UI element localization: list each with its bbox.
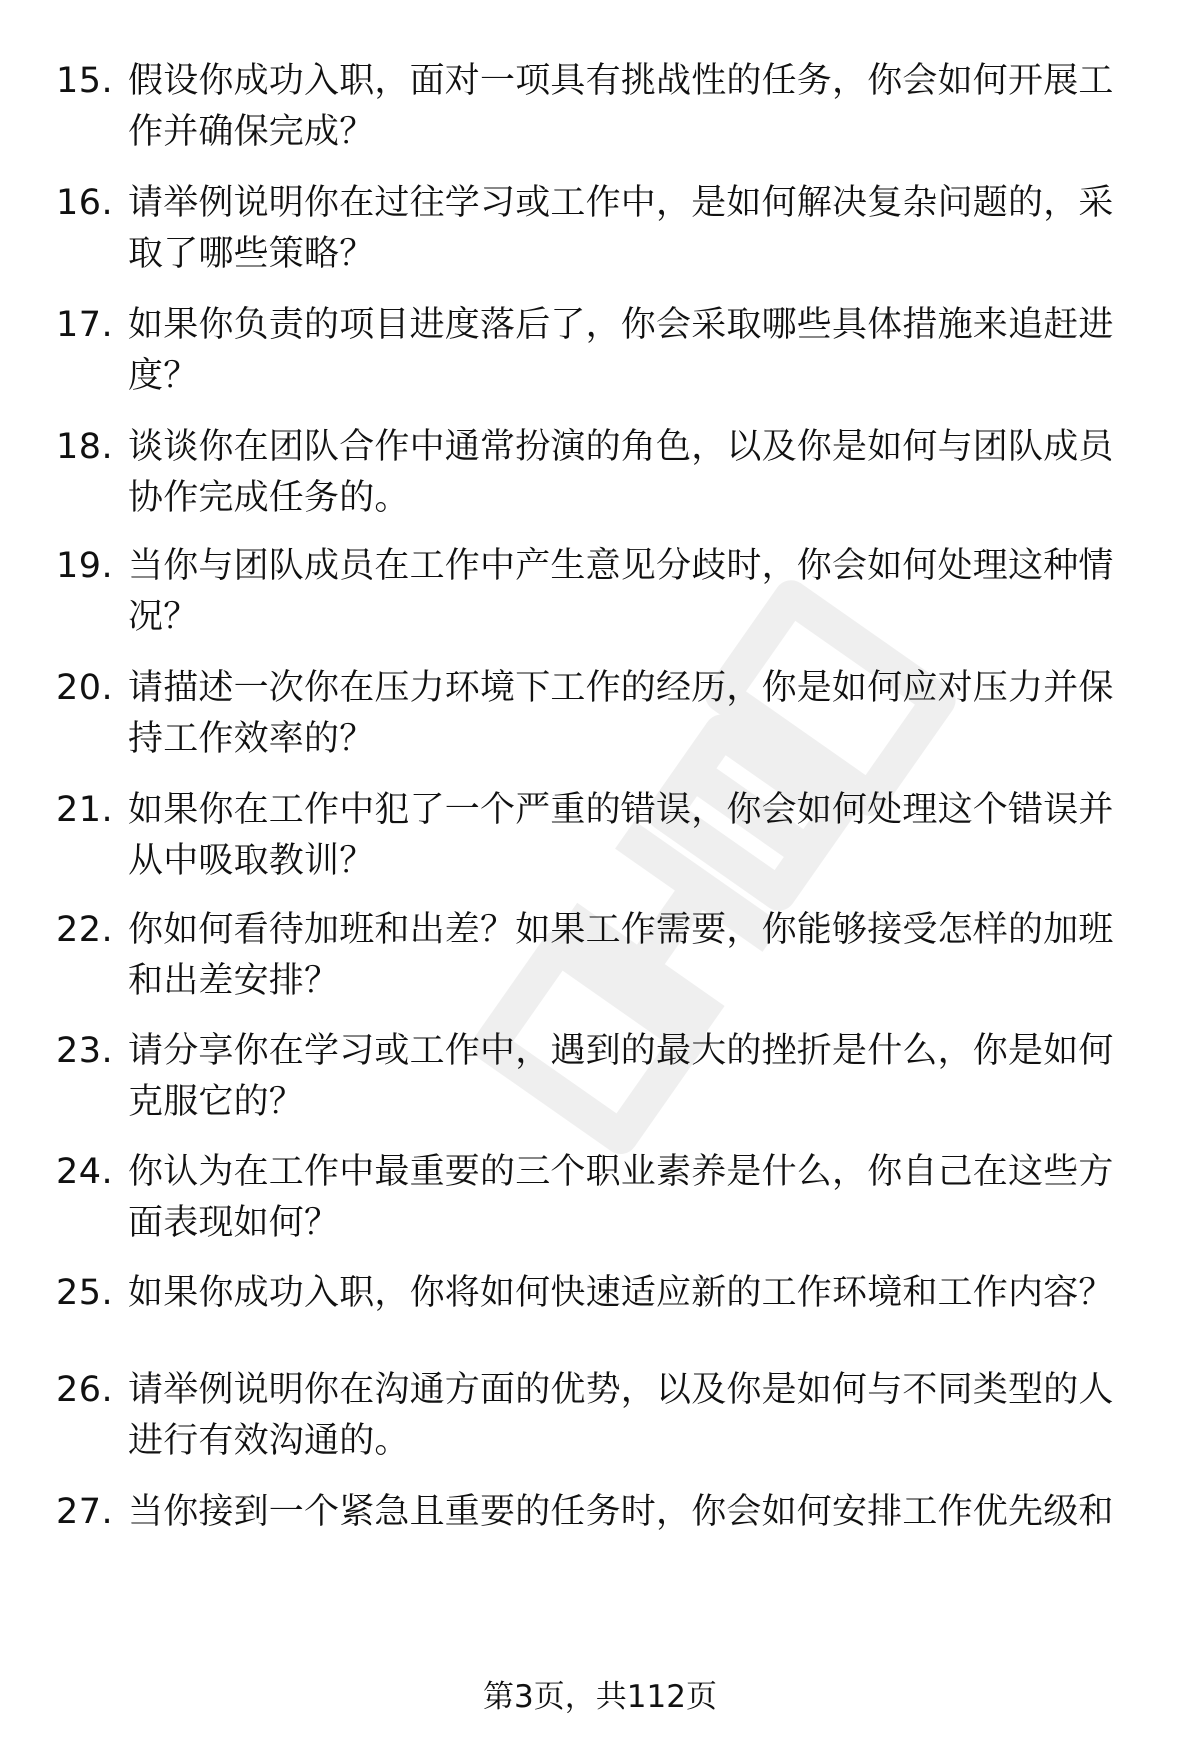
question-text-line: 谈谈你在团队合作中通常扮演的角色，以及你是如何与团队成员	[128, 427, 1114, 467]
question-text	[128, 422, 1138, 524]
question-text-line: 你如何看待加班和出差？如果工作需要，你能够接受怎样的加班	[128, 910, 1114, 950]
question-text-line: 和出差安排？	[128, 961, 340, 1001]
question-text	[128, 300, 1138, 402]
question-text-line: 如果你在工作中犯了一个严重的错误，你会如何处理这个错误并	[128, 790, 1114, 830]
question-text	[128, 1365, 1138, 1467]
question-text-line: 请举例说明你在过往学习或工作中，是如何解决复杂问题的，采	[128, 183, 1114, 223]
question-text-line: 度？	[128, 356, 199, 396]
question-text-line: 如果你成功入职，你将如何快速适应新的工作环境和工作内容？	[128, 1273, 1114, 1313]
question-text	[128, 905, 1138, 1007]
question-text	[128, 1268, 1138, 1319]
question-number: 24.	[56, 1152, 114, 1192]
question-number: 22.	[56, 910, 114, 950]
question-text-line: 如果你负责的项目进度落后了，你会采取哪些具体措施来追赶进	[128, 305, 1114, 345]
question-text-line: 你认为在工作中最重要的三个职业素养是什么，你自己在这些方	[128, 1152, 1114, 1192]
question-number: 17.	[56, 305, 114, 345]
question-text-line: 当你接到一个紧急且重要的任务时，你会如何安排工作优先级和	[128, 1492, 1114, 1532]
question-text-line: 面表现如何？	[128, 1203, 340, 1243]
question-text	[128, 1487, 1138, 1538]
question-text-line: 请描述一次你在压力环境下工作的经历，你是如何应对压力并保	[128, 668, 1114, 708]
question-text-line: 进行有效沟通的。	[128, 1421, 410, 1461]
question-text-line: 请分享你在学习或工作中，遇到的最大的挫折是什么，你是如何	[128, 1031, 1114, 1071]
question-number: 27.	[56, 1492, 114, 1532]
question-text-line: 作并确保完成？	[128, 112, 375, 152]
question-text-line: 假设你成功入职，面对一项具有挑战性的任务，你会如何开展工	[128, 61, 1114, 101]
question-text	[128, 541, 1138, 643]
question-text-line: 况？	[128, 597, 199, 637]
question-text-line: 克服它的？	[128, 1082, 305, 1122]
question-text	[128, 785, 1138, 887]
question-number: 19.	[56, 546, 114, 586]
question-text-line: 从中吸取教训？	[128, 841, 375, 881]
question-number: 20.	[56, 668, 114, 708]
question-text	[128, 178, 1138, 280]
question-text-line: 持工作效率的？	[128, 719, 375, 759]
question-number: 25.	[56, 1273, 114, 1313]
question-text-line: 协作完成任务的。	[128, 478, 410, 518]
question-text-line: 请举例说明你在沟通方面的优势，以及你是如何与不同类型的人	[128, 1370, 1114, 1410]
question-text	[128, 1147, 1138, 1249]
page-footer: 第3页，共112页	[483, 1679, 717, 1715]
question-number: 16.	[56, 183, 114, 223]
question-text	[128, 1026, 1138, 1128]
question-number: 15.	[56, 61, 114, 101]
question-number: 26.	[56, 1370, 114, 1410]
question-number: 23.	[56, 1031, 114, 1071]
question-number: 18.	[56, 427, 114, 467]
question-text-line: 取了哪些策略？	[128, 234, 375, 274]
question-text	[128, 663, 1138, 765]
question-number: 21.	[56, 790, 114, 830]
question-text	[128, 56, 1138, 158]
question-text-line: 当你与团队成员在工作中产生意见分歧时，你会如何处理这种情	[128, 546, 1114, 586]
